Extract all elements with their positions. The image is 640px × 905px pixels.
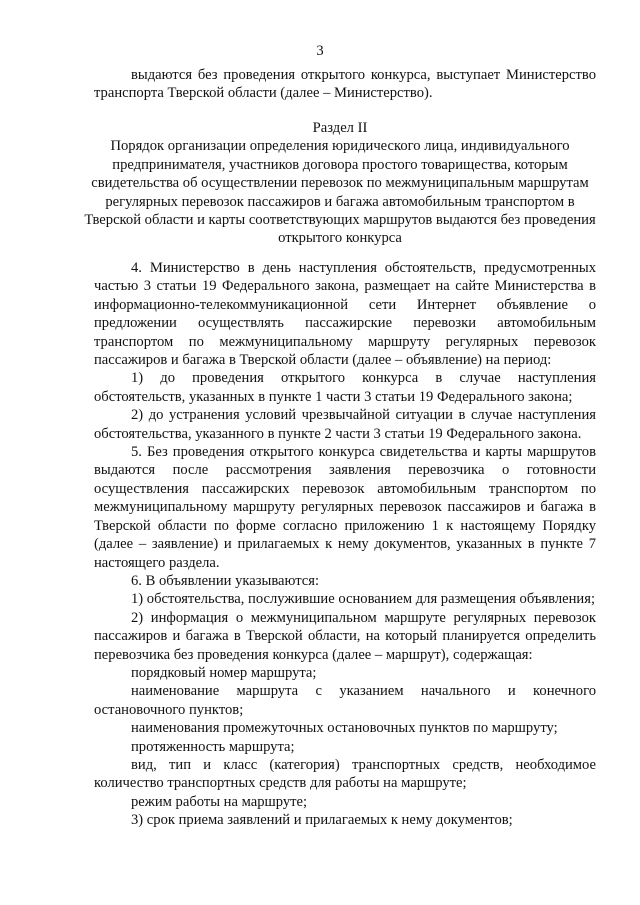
list-item: наименование маршрута с указанием начального и конечного остановочного пунктов; bbox=[94, 683, 596, 718]
page-number: 3 bbox=[316, 43, 324, 59]
list-item: наименования промежуточных остановочных пунктов по маршруту; bbox=[131, 720, 558, 737]
list-item: вид, тип и класс (категория) транспортных средств, необходимое количество транспортных средств для работы на маршруте; bbox=[94, 756, 596, 792]
paragraph: 4. Министерство в день наступления обстоятельств, предусмотренных частью 3 статьи 19 Федерального закона, размещает на сайте Министерства в информационно-телекоммуникационной сети Интернет объявление о предложении осуществлять пассажирские перевозки автомобильным транспортом по межмуниципальному маршруту регулярных перевозок пассажиров и багажа в Тверской области (далее – объявление) на период: bbox=[94, 260, 596, 369]
list-item: протяженность маршрута; bbox=[131, 738, 295, 755]
paragraph: 1) обстоятельства, послужившие основанием для размещения объявления; bbox=[131, 591, 596, 608]
paragraph: 1) до проведения открытого конкурса в случае наступления обстоятельств, указанных в пункте 1 части 3 статьи 19 Федерального закона; bbox=[94, 370, 596, 405]
section-label: Раздел II bbox=[312, 120, 368, 136]
intro-paragraph: выдаются без проведения открытого конкурса, выступает Министерство транспорта Тверской области (далее – Министерство). bbox=[94, 67, 596, 102]
paragraph: 5. Без проведения открытого конкурса свидетельства и карты маршрутов выдаются после рассмотрения заявления перевозчика о готовности осуществления пассажирских перевозок автомобильным транспортом по межмуниципальному маршруту регулярных перевозок пассажиров и багажа в Тверской области по форме согласно приложению 1 к настоящему Порядку (далее – заявление) и прилагаемых к нему документов, указанных в пункте 7 настоящего раздела. bbox=[94, 444, 596, 571]
paragraph: 3) срок приема заявлений и прилагаемых к нему документов; bbox=[131, 812, 513, 829]
paragraph: 2) информация о межмуниципальном маршруте регулярных перевозок пассажиров и багажа в Тверской области, на который планируется определить перевозчика без проведения конкурса (далее – маршрут), содержащая: bbox=[94, 609, 596, 663]
section-content bbox=[94, 259, 596, 830]
list-item: порядковый номер маршрута; bbox=[131, 664, 317, 681]
list-item: режим работы на маршруте; bbox=[131, 793, 308, 810]
section-title: Порядок организации определения юридического лица, индивидуального предпринимателя, участников договора простого товарищества, которым свидетельства об осуществлении перевозок по межмуниципальным маршрутам регулярных перевозок пассажиров и багажа автомобильным транспортом в Тверской области и карты соответствующих маршрутов выдаются без проведения открытого конкурса bbox=[84, 138, 596, 247]
paragraph: 2) до устранения условий чрезвычайной ситуации в случае наступления обстоятельства, указанного в пункте 2 части 3 статьи 19 Федерального закона. bbox=[94, 407, 596, 442]
section-heading bbox=[80, 119, 600, 248]
paragraph: 6. В объявлении указываются: bbox=[131, 572, 320, 589]
